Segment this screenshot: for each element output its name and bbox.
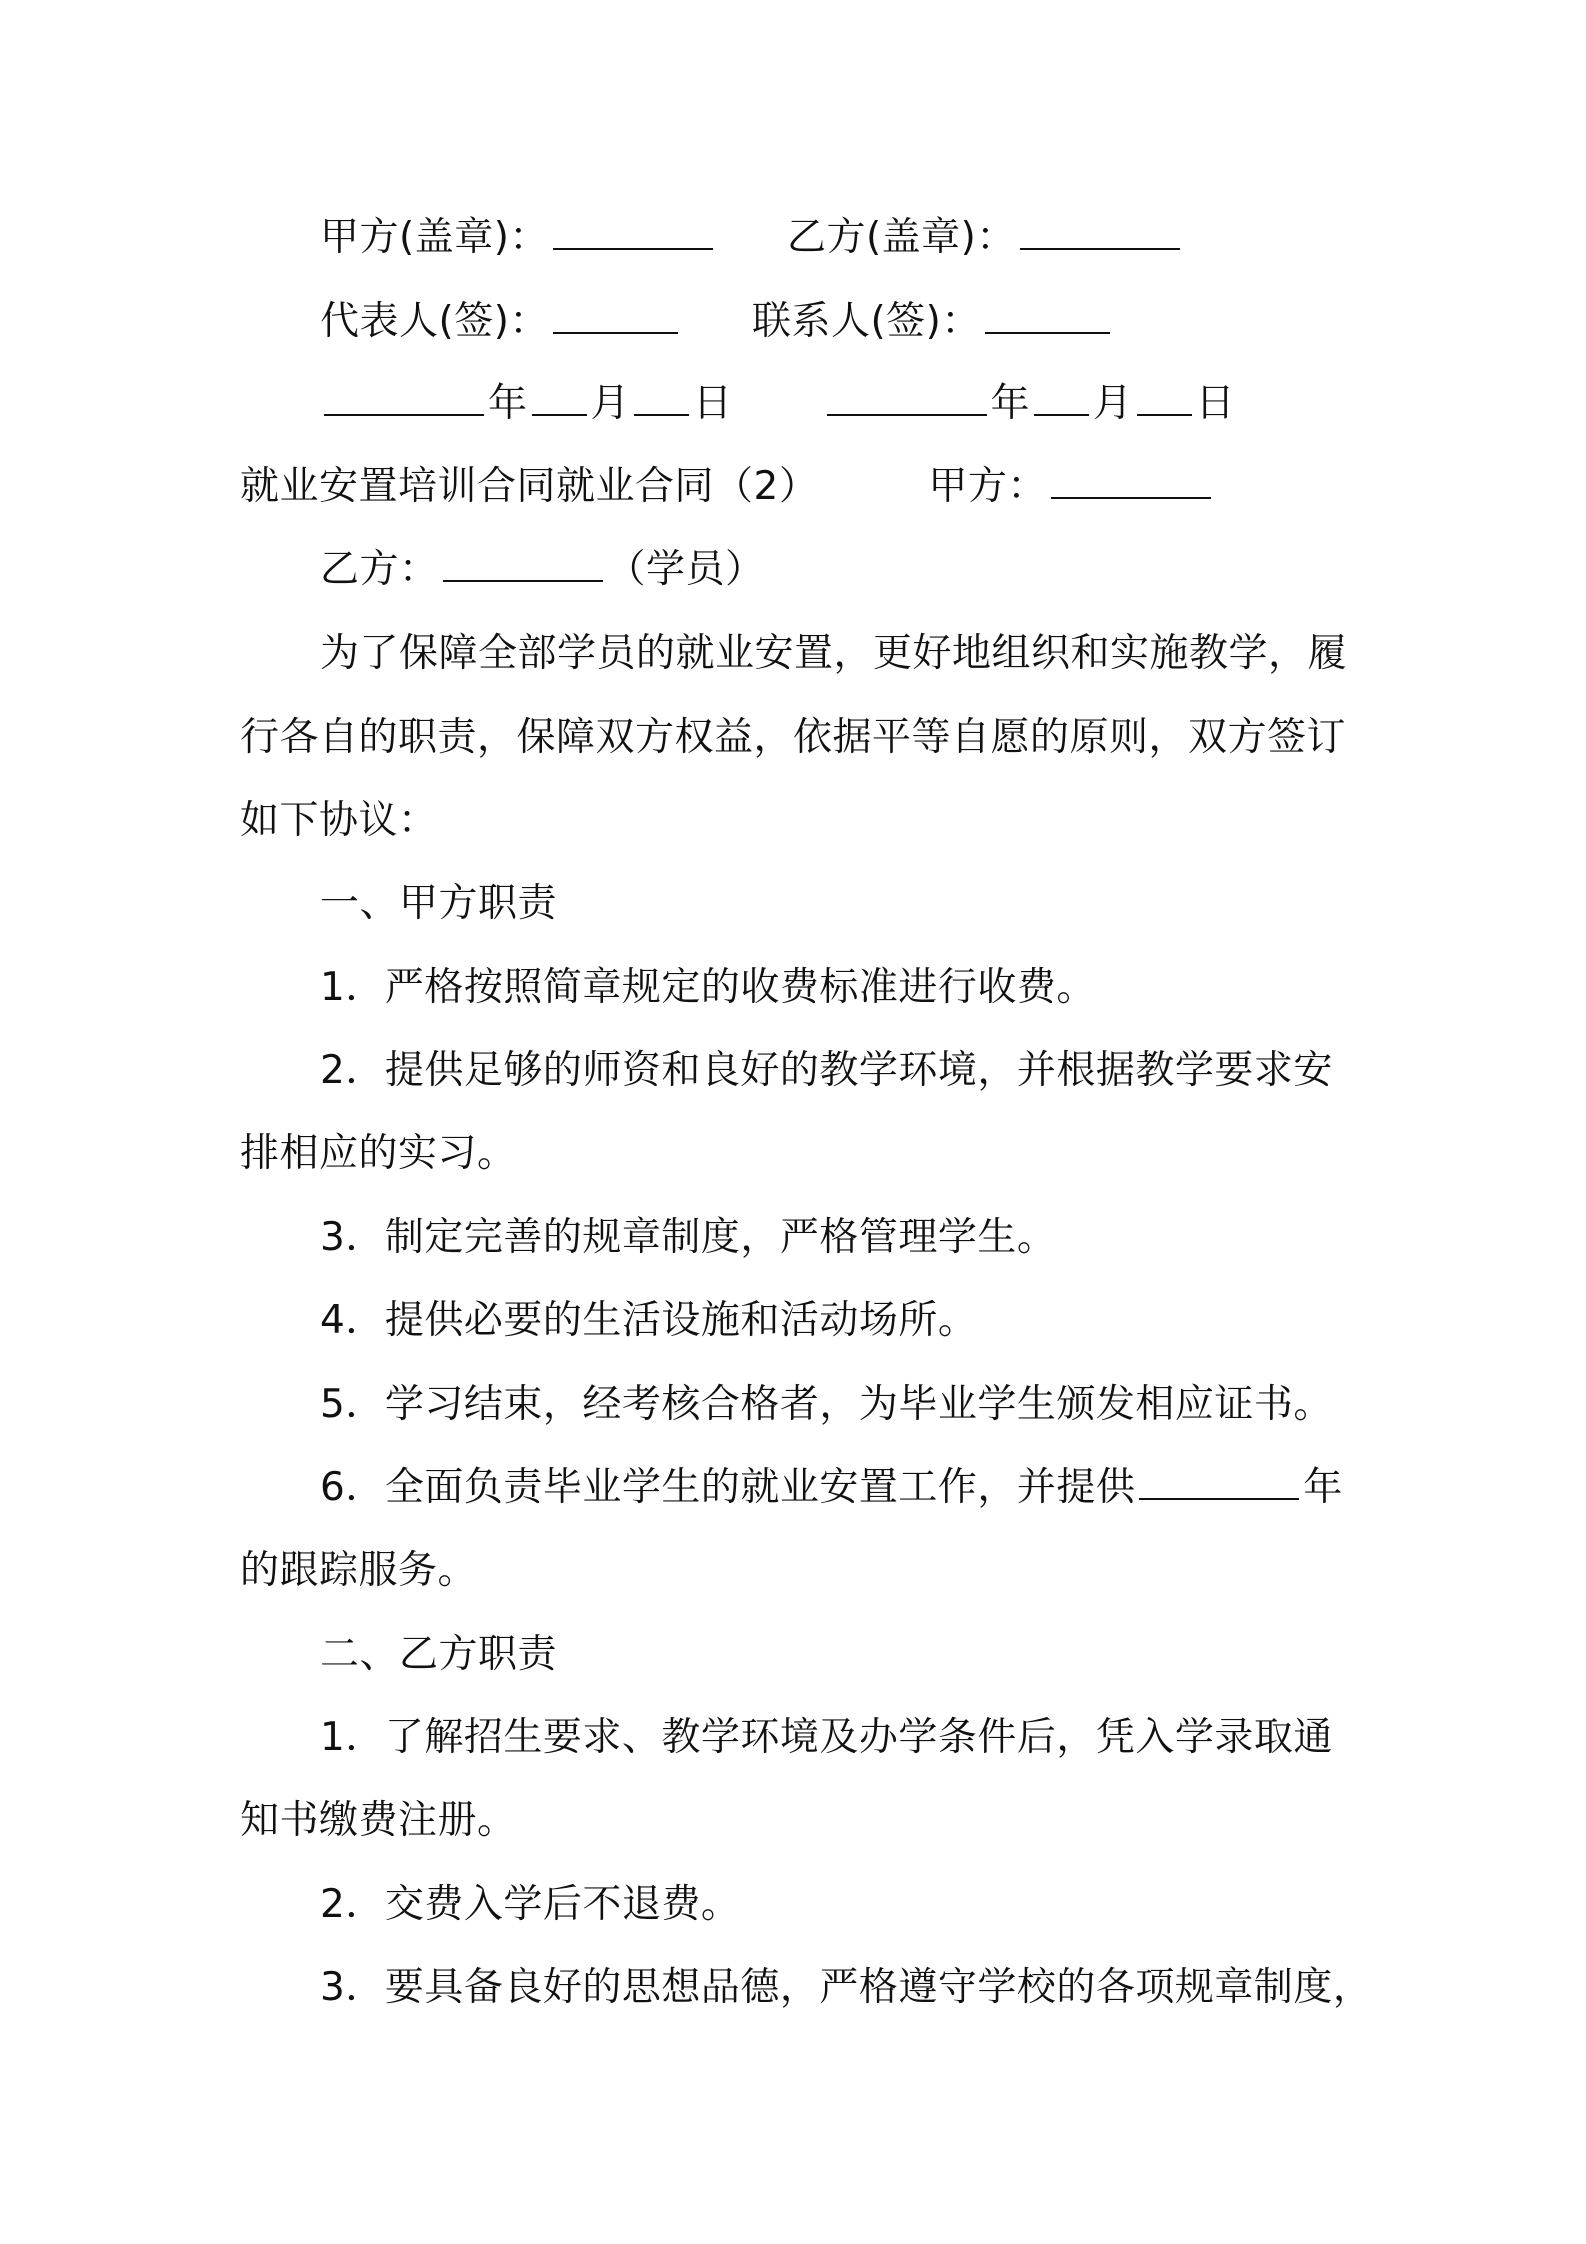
contract2-party-a-label: 甲方： — [928, 464, 1047, 509]
party-a-seal-label: 甲方(盖章)： — [320, 215, 549, 260]
date-a-month: 月 — [590, 381, 631, 426]
contract2-party-b-suffix: （学员） — [606, 547, 765, 592]
s1-item6-line-a — [240, 1458, 1360, 1518]
date-b-month-blank — [1034, 374, 1089, 416]
date-b-year: 年 — [990, 381, 1031, 426]
party-a-seal-blank — [553, 208, 713, 250]
section2-title: 二、乙方职责 — [320, 1632, 558, 1677]
s2-item3: 3．要具备良好的思想品德，严格遵守学校的各项规章制度， — [320, 1965, 1373, 2010]
s1-item3: 3．制定完善的规章制度，严格管理学生。 — [320, 1215, 1057, 1260]
intro-line-2: 行各自的职责，保障双方权益，依据平等自愿的原则，双方签订 — [240, 715, 1347, 760]
signature-seal-line — [240, 208, 1360, 268]
contact-blank — [985, 292, 1110, 334]
contract2-party-b-label: 乙方： — [320, 547, 439, 592]
s1-item5: 5．学习结束，经考核合格者，为毕业学生颁发相应证书。 — [320, 1382, 1333, 1427]
contract2-party-b-line — [240, 540, 1360, 600]
section1-title: 一、甲方职责 — [320, 881, 558, 926]
date-b-day: 日 — [1195, 381, 1236, 426]
s1-item2-line-b: 排相应的实习。 — [240, 1131, 517, 1176]
intro-line-1: 为了保障全部学员的就业安置，更好地组织和实施教学，履 — [320, 631, 1348, 676]
contact-label: 联系人(签)： — [751, 299, 981, 344]
s2-item1-line-a: 1．了解招生要求、教学环境及办学条件后，凭入学录取通 — [320, 1715, 1333, 1760]
intro-line-3: 如下协议： — [240, 798, 438, 843]
date-a-year-blank — [324, 374, 484, 416]
s1-item2-line-a: 2．提供足够的师资和良好的教学环境，并根据教学要求安 — [320, 1048, 1333, 1093]
signature-sign-line — [240, 292, 1360, 352]
contract2-title-line — [240, 457, 1360, 517]
date-b-year-blank — [827, 374, 987, 416]
representative-label: 代表人(签)： — [320, 299, 549, 344]
contract2-party-a-blank — [1051, 457, 1211, 499]
s1-item6-text: 6．全面负责毕业学生的就业安置工作，并提供 — [320, 1465, 1136, 1510]
date-b-day-blank — [1137, 374, 1192, 416]
party-b-seal-label: 乙方(盖章)： — [786, 215, 1016, 260]
date-a-day: 日 — [693, 381, 733, 426]
date-a-day-blank — [634, 374, 689, 416]
s1-item1: 1．严格按照简章规定的收费标准进行收费。 — [320, 965, 1096, 1010]
s1-item4: 4．提供必要的生活设施和活动场所。 — [320, 1298, 978, 1343]
s2-item1-line-b: 知书缴费注册。 — [240, 1798, 517, 1843]
date-a-month-blank — [532, 374, 587, 416]
date-a-year: 年 — [488, 381, 528, 426]
contract2-title: 就业安置培训合同就业合同（2） — [240, 464, 819, 509]
signature-date-line — [240, 374, 1360, 434]
party-b-seal-blank — [1020, 208, 1180, 250]
date-b-month: 月 — [1093, 381, 1133, 426]
representative-blank — [553, 292, 678, 334]
s2-item2: 2．交费入学后不退费。 — [320, 1882, 741, 1927]
s1-item6-years-blank — [1139, 1458, 1299, 1500]
s1-item6-line-b: 的跟踪服务。 — [240, 1548, 478, 1593]
contract2-party-b-blank — [443, 540, 603, 582]
s1-item6-year: 年 — [1303, 1465, 1343, 1510]
